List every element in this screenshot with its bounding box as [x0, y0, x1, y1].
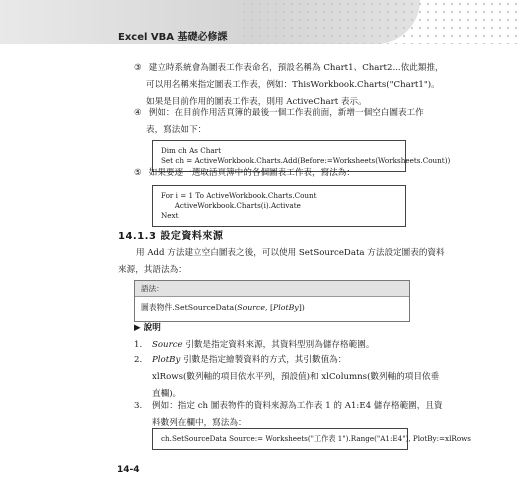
intro-paragraph	[118, 245, 445, 279]
page-number: 14-4	[117, 465, 140, 475]
syntax-label: 語法：	[135, 281, 409, 297]
code-block-loop-charts: For i = 1 To ActiveWorkbook.Charts.Count ActiveWorkbook.Charts(i).Activate Next	[152, 185, 406, 227]
list-item-4	[134, 105, 424, 139]
syntax-box	[134, 280, 410, 322]
syntax-code: 圖表物件.SetSourceData(Source, [PlotBy])	[141, 303, 305, 312]
list-item-1: 1. Source 引數是指定資料來源，其資料型別為儲存格範圍。	[134, 340, 375, 350]
item-line: 例如：在目前作用活頁簿的最後一個工作表前面，新增一個空白圖表工作	[148, 108, 424, 118]
item-number: ⑤	[134, 168, 142, 178]
syntax-arg-plotby: PlotBy	[273, 303, 299, 312]
section-title: 14.1.3 設定資料來源	[118, 231, 224, 242]
code-block-setsourcedata: ch.SetSourceData Source:= Worksheets("工作表 1").Range("A1:E4"), PlotBy:=xlRows	[152, 428, 408, 450]
item-line: 可以用名稱來指定圖表工作表，例如：ThisWorkbook.Charts("Chart1")。	[146, 80, 440, 90]
syntax-arg-source: Source	[237, 303, 266, 312]
list-item-3b: 3. 例如：指定 ch 圖表物件的資料來源為工作表 1 的 A1:E4 儲存格範圍，且資 料數列在欄中，寫法為：	[134, 401, 443, 428]
item-number: ③	[134, 63, 142, 73]
header-dot-pattern	[240, 0, 520, 44]
item-number: ④	[134, 108, 142, 118]
note-heading: ▶ 說明	[134, 323, 161, 333]
intro-line: 用 Add 方法建立空白圖表之後，可以使用 SetSourceData 方法設定圖表的資料	[136, 248, 445, 258]
list-item-2: 2. PlotBy 引數是指定繪製資料的方式，其引數值為： xlRows(數列軸的項目依水平列，預設值)和 xlColumns(數列軸的項目依垂 直欄)。	[134, 355, 440, 399]
item-line: 如果是目前作用的圖表工作表，則用 ActiveChart 表示。	[146, 97, 367, 107]
item-line: 表，寫法如下：	[146, 125, 207, 135]
list-item-3	[134, 60, 444, 111]
item-line: 如果要逐一選取活頁簿中的各個圖表工作表，寫法為：	[148, 168, 355, 178]
page-header	[0, 0, 520, 44]
intro-line: 來源，其語法為：	[118, 265, 187, 275]
code-block-add-chart: Dim ch As Chart Set ch = ActiveWorkbook.Charts.Add(Before:=Worksheets(Worksheets.Count))	[152, 140, 406, 172]
item-line: 建立時系統會為圖表工作表命名，預設名稱為 Chart1、Chart2...依此類推，	[148, 63, 444, 73]
list-item-5	[134, 165, 355, 182]
book-title: Excel VBA 基礎必修課	[118, 32, 228, 43]
